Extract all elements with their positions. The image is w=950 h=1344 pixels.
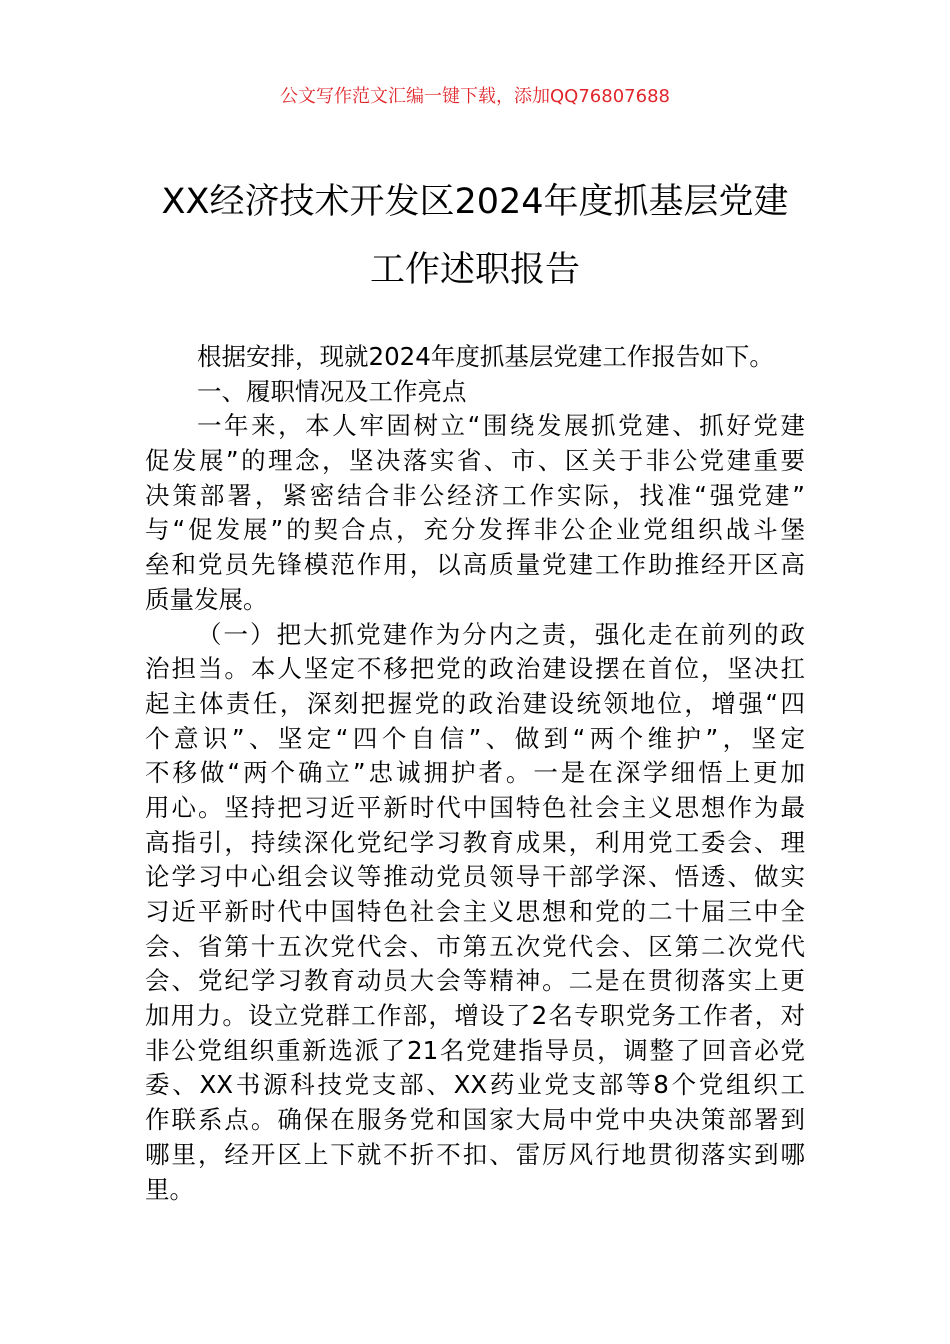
paragraph-line: 会、省第十五次党代会、市第五次党代会、区第二次党代 (145, 931, 805, 961)
paragraph-line: 里。 (145, 1174, 194, 1204)
document-title-line-1: XX经济技术开发区2024年度抓基层党建 (161, 182, 789, 222)
paragraph-line: 个意识”、坚定“四个自信”、做到“两个维护”，坚定 (145, 723, 805, 753)
paragraph (145, 340, 805, 375)
paragraph-line: 起主体责任，深刻把握党的政治建设统领地位，增强“四 (145, 688, 805, 718)
paragraph-line: （一）把大抓党建作为分内之责，强化走在前列的政 (197, 619, 805, 649)
paragraph-line: 根据安排，现就2024年度抓基层党建工作报告如下。 (197, 342, 774, 371)
paragraph-line: 加用力。设立党群工作部，增设了2名专职党务工作者，对 (145, 1001, 805, 1031)
paragraph-line: 习近平新时代中国特色社会主义思想和党的二十届三中全 (145, 897, 805, 926)
paragraph-line: 决策部署，紧密结合非公经济工作实际，找准“强党建” (145, 480, 805, 510)
paragraph-line: 会、党纪学习教育动员大会等精神。二是在贯彻落实上更 (145, 966, 805, 996)
paragraph-line: 不移做“两个确立”忠诚拥护者。一是在深学细悟上更加 (145, 758, 805, 788)
paragraph-line: 与“促发展”的契合点，充分发挥非公企业党组织战斗堡 (145, 515, 805, 545)
paragraph-line: 高指引，持续深化党纪学习教育成果，利用党工委会、理 (145, 827, 805, 857)
paragraph-line: 一年来，本人牢固树立“围绕发展抓党建、抓好党建 (197, 411, 805, 441)
paragraph (145, 409, 805, 617)
paragraph-line: 治担当。本人坚定不移把党的政治建设摆在首位，坚决扛 (145, 654, 805, 684)
paragraph-line: 垒和党员先锋模范作用，以高质量党建工作助推经开区高 (145, 550, 805, 580)
paragraph (145, 618, 805, 1208)
paragraph-line: 论学习中心组会议等推动党员领导干部学深、悟透、做实 (145, 862, 805, 892)
paragraph-line: 用心。坚持把习近平新时代中国特色社会主义思想作为最 (145, 792, 805, 822)
watermark-header: 公文写作范文汇编一键下载，添加QQ76807688 (280, 86, 670, 107)
paragraph-line: 委、XX书源科技党支部、XX药业党支部等8个党组织工 (145, 1070, 805, 1100)
paragraph-line: 一、履职情况及工作亮点 (197, 376, 467, 406)
paragraph (145, 375, 805, 410)
paragraph-line: 质量发展。 (145, 584, 268, 614)
paragraph-line: 促发展”的理念，坚决落实省、市、区关于非公党建重要 (145, 446, 805, 476)
paragraph-line: 哪里，经开区上下就不折不扣、雷厉风行地贯彻落实到哪 (145, 1139, 805, 1169)
paragraph-line: 作联系点。确保在服务党和国家大局中党中央决策部署到 (145, 1105, 805, 1135)
document-body (145, 340, 805, 1207)
paragraph-line: 非公党组织重新选派了21名党建指导员，调整了回音必党 (145, 1035, 805, 1065)
document-title-line-2: 工作述职报告 (369, 250, 580, 290)
